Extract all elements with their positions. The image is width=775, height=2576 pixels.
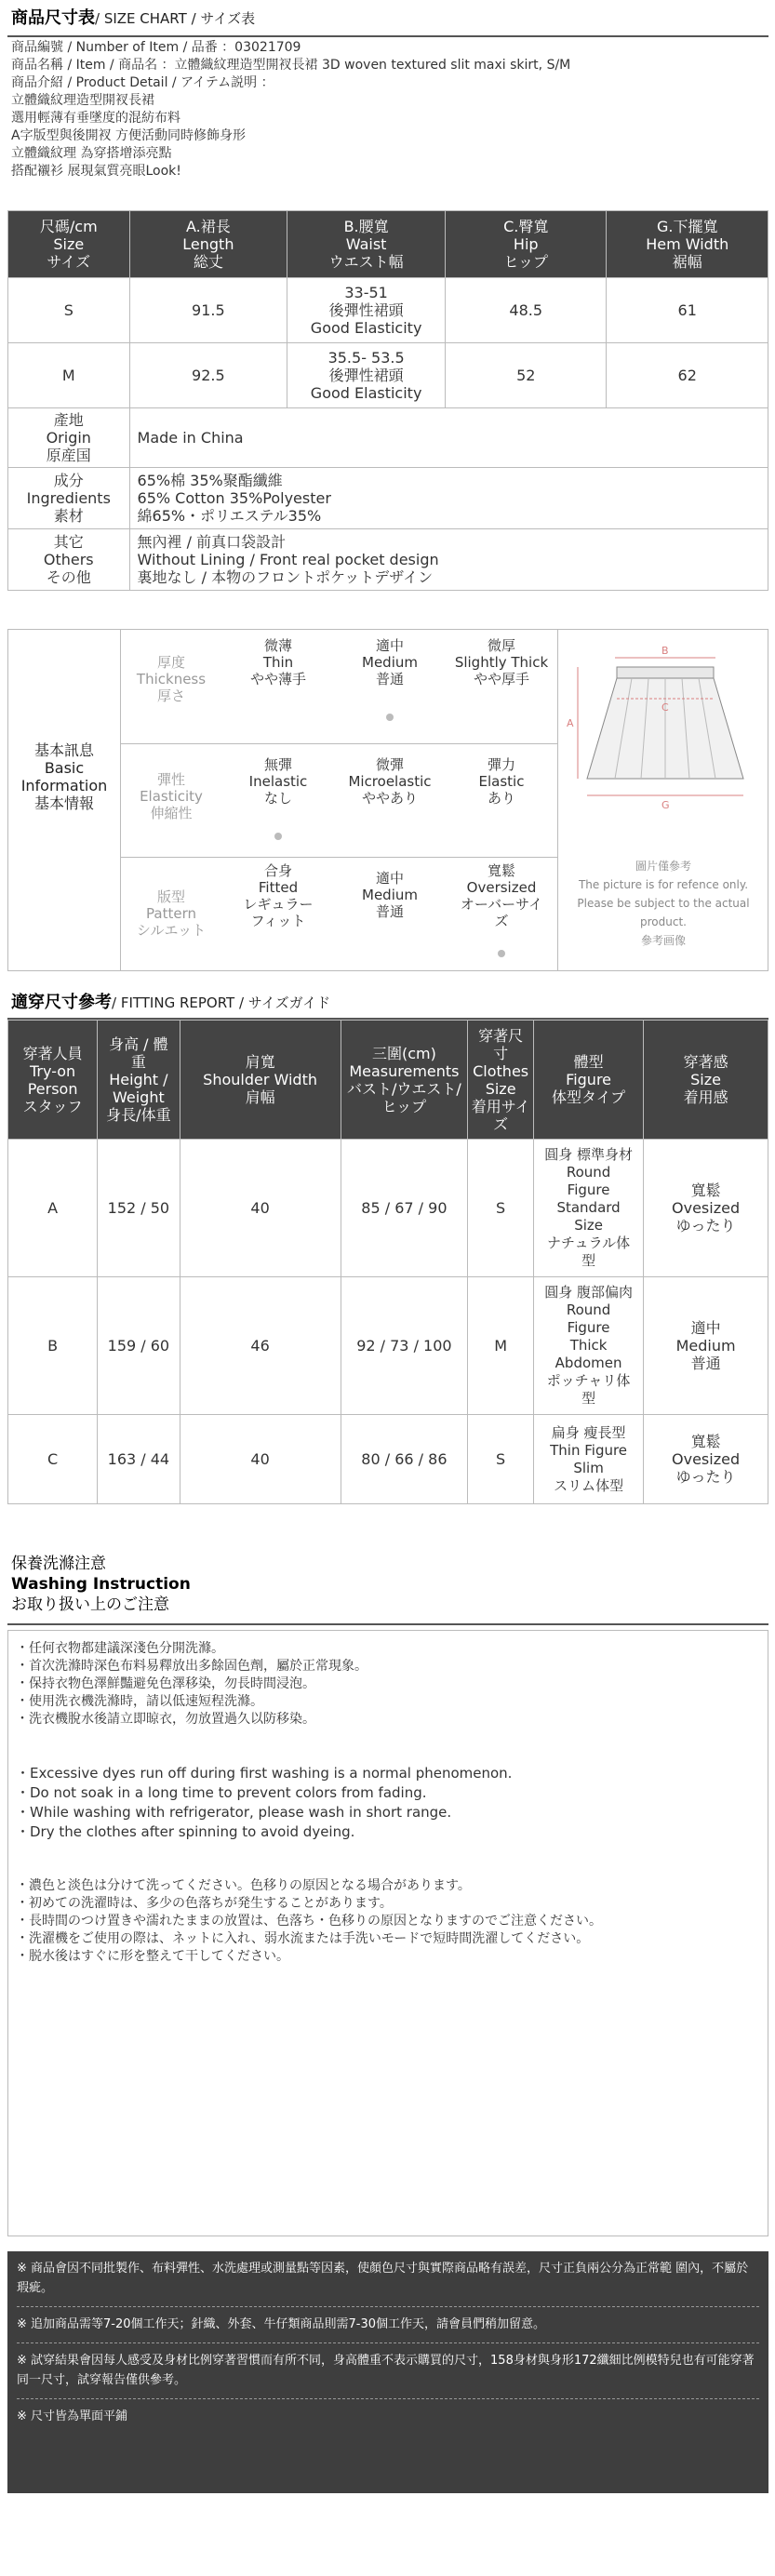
figure-cell: 圓身 標準身材 Round Figure Standard Size ナチュラル体 型 xyxy=(534,1140,644,1277)
basic-info-label: 基本訊息 Basic Information 基本情報 xyxy=(20,741,108,812)
thickness-label: 厚度 Thickness 厚さ xyxy=(136,654,207,704)
hem-cell: 61 xyxy=(607,278,768,343)
feel-cell: 適中 Medium 普通 xyxy=(644,1277,768,1415)
wash-en: ・Excessive dyes run off during first washing is a normal phenomenon. ・Do not soak in a long time to prevent colors from fading. ・While washing with refrigerator, please wash in short range. ・Dry the clothes after spinning to avoid dyeing. xyxy=(16,1765,513,1840)
pattern-option-medium: 適中 Medium 普通 xyxy=(362,870,418,920)
origin-row xyxy=(8,408,768,468)
header-waist: B.腰寬 Waist ウエスト幅 xyxy=(287,211,446,278)
hip-cell: 52 xyxy=(446,343,607,408)
basic-info-box xyxy=(7,629,768,971)
skirt-waistband xyxy=(617,667,714,678)
diagram-label-a: A xyxy=(567,717,574,729)
header-person: 穿著人員 Try-on Person スタッフ xyxy=(8,1021,98,1140)
note: ※ 追加商品需等7-20個工作天；針織、外套、牛仔類商品則需7-30個工作天，請會員們稍加留意。 xyxy=(17,2306,759,2334)
note: ※ 試穿結果會因每人感受及身材比例穿著習慣而有所不同，身高體重不表示購買的尺寸，158身材與身形172纖細比例模特兒也有可能穿著同一尺寸，試穿報告僅供參考。 xyxy=(17,2342,759,2390)
info-line: 立體織紋理造型開衩長裙 xyxy=(11,93,154,108)
selected-dot xyxy=(274,833,282,840)
size-cell: M xyxy=(468,1277,534,1415)
meas-cell: 85 / 67 / 90 xyxy=(341,1140,468,1277)
fitting-heading xyxy=(0,986,330,1020)
header-size: 尺碼/cm Size サイズ xyxy=(8,211,130,278)
size-chart-heading xyxy=(0,2,255,35)
header-measurements: 三圍(cm) Measurements バスト/ウエスト/ヒップ xyxy=(341,1021,468,1140)
elasticity-option-micro: 微彈 Microelastic ややあり xyxy=(348,756,432,807)
selected-dot xyxy=(498,950,505,957)
waist-cell: 33-51 後彈性裙頭 Good Elasticity xyxy=(287,278,446,343)
shoulder-cell: 40 xyxy=(180,1140,341,1277)
origin-label: 產地 Origin 原産国 xyxy=(8,408,130,468)
length-cell: 91.5 xyxy=(129,278,287,343)
feel-cell: 寬鬆 Ovesized ゆったり xyxy=(644,1415,768,1504)
header-height-weight: 身高 / 體 重 Height / Weight 身長/体重 xyxy=(98,1021,180,1140)
meas-cell: 80 / 66 / 86 xyxy=(341,1415,468,1504)
info-line: 搭配襯衫 展現氣質亮眼Look! xyxy=(11,164,181,179)
header-length: A.裙長 Length 総丈 xyxy=(129,211,287,278)
hem-cell: 62 xyxy=(607,343,768,408)
shoulder-cell: 40 xyxy=(180,1415,341,1504)
size-row xyxy=(8,278,768,343)
header-hip: C.臀寬 Hip ヒップ xyxy=(446,211,607,278)
size-table-header xyxy=(8,211,768,278)
skirt-diagram xyxy=(559,639,769,862)
length-cell: 92.5 xyxy=(129,343,287,408)
elasticity-option-elastic: 彈力 Elastic あり xyxy=(478,756,525,807)
fitting-row xyxy=(8,1277,768,1415)
pattern-label: 版型 Pattern シルエット xyxy=(136,888,207,939)
elasticity-option-inelastic: 無彈 Inelastic なし xyxy=(248,756,308,807)
fitting-subtitle: / FITTING REPORT / サイズガイド xyxy=(112,994,331,1011)
washing-box xyxy=(7,1630,768,2236)
header-hem: G.下擺寬 Hem Width 裾幅 xyxy=(607,211,768,278)
hip-cell: 48.5 xyxy=(446,278,607,343)
header-clothes-size: 穿著尺 寸 Clothes Size 着用サイ ズ xyxy=(468,1021,534,1140)
info-line: 商品介紹 / Product Detail / アイテム説明 ： xyxy=(11,75,274,90)
ingredients-value: 65%棉 35%聚酯纖維 65% Cotton 35%Polyester 綿65%・ポリエステル35% xyxy=(129,468,768,529)
washing-title-en: Washing Instruction xyxy=(11,1575,191,1594)
divider xyxy=(7,1623,768,1625)
diagram-label-b: B xyxy=(661,645,669,657)
washing-title-zh: 保養洗滌注意 xyxy=(11,1555,106,1573)
header-figure: 體型 Figure 体型タイプ xyxy=(534,1021,644,1140)
size-chart-title: 商品尺寸表 xyxy=(11,8,95,28)
hw-cell: 159 / 60 xyxy=(98,1277,180,1415)
info-line: 立體織紋理 為穿搭增添亮點 xyxy=(11,146,172,161)
fitting-row xyxy=(8,1415,768,1504)
thickness-option-thin: 微薄 Thin やや薄手 xyxy=(249,637,306,687)
fitting-title: 適穿尺寸參考 xyxy=(11,993,112,1012)
size-cell: S xyxy=(468,1415,534,1504)
selected-dot xyxy=(386,714,394,721)
origin-value: Made in China xyxy=(129,408,768,468)
waist-cell: 35.5- 53.5 後彈性裙頭 Good Elasticity xyxy=(287,343,446,408)
size-row xyxy=(8,343,768,408)
hw-cell: 152 / 50 xyxy=(98,1140,180,1277)
ingredients-row xyxy=(8,468,768,529)
others-value: 無內裡 / 前真口袋設計 Without Lining / Front real pocket design 裏地なし / 本物のフロントポケットデザイン xyxy=(129,529,768,591)
shoulder-cell: 46 xyxy=(180,1277,341,1415)
diagram-label-g: G xyxy=(661,799,670,811)
header-shoulder: 肩寬 Shoulder Width 肩幅 xyxy=(180,1021,341,1140)
wash-ja: ・濃色と淡色は分けて洗ってください。色移りの原因となる場合があります。 ・初めての洗濯時は、多少の色落ちが発生することがあります。 ・長時間のつけ置きや濡れたままの放置は、色落ち・色移りの原因となりますのでご注意ください。 ・洗濯機をご使用の際は、ネットに入れ、弱水流または手洗いモードで短時間洗濯してください。 ・脱水後はすぐに形を整えて干してください。 xyxy=(16,1878,602,1964)
others-row xyxy=(8,529,768,591)
others-label: 其它 Others その他 xyxy=(8,529,130,591)
thickness-row xyxy=(120,630,557,743)
meas-cell: 92 / 73 / 100 xyxy=(341,1277,468,1415)
feel-cell: 寬鬆 Ovesized ゆったり xyxy=(644,1140,768,1277)
person-cell: C xyxy=(8,1415,98,1504)
notes-zh xyxy=(7,2251,768,2493)
elasticity-row xyxy=(120,743,557,857)
info-line: A字版型與後開衩 方便活動同時修飾身形 xyxy=(11,128,247,143)
size-table xyxy=(7,210,768,591)
fitting-row xyxy=(8,1140,768,1277)
figure-cell: 扁身 瘦長型 Thin Figure Slim スリム体型 xyxy=(534,1415,644,1504)
size-chart-subtitle: / SIZE CHART / サイズ表 xyxy=(95,10,256,27)
product-info xyxy=(0,39,570,180)
fitting-table xyxy=(7,1020,768,1504)
divider xyxy=(7,35,768,37)
divider xyxy=(557,630,558,970)
thickness-option-medium: 適中 Medium 普通 xyxy=(362,637,418,687)
pattern-option-fitted: 合身 Fitted レギュラー フィット xyxy=(243,862,314,929)
info-line: 選用輕薄有垂墜度的混紡布料 xyxy=(11,111,180,126)
hw-cell: 163 / 44 xyxy=(98,1415,180,1504)
info-line: 商品編號 / Number of Item / 品番 ：03021709 xyxy=(11,40,301,55)
note: ※ 尺寸皆為單面平鋪 xyxy=(17,2398,759,2426)
size-cell: S xyxy=(468,1140,534,1277)
person-cell: A xyxy=(8,1140,98,1277)
info-line: 商品名稱 / Item / 商品名 ：立體織紋理造型開衩長裙 3D woven textured slit maxi skirt, S/M xyxy=(11,58,571,73)
person-cell: B xyxy=(8,1277,98,1415)
size-cell: S xyxy=(8,278,130,343)
washing-heading xyxy=(11,1554,191,1615)
diagram-note: 圖片僅參考 The picture is for refence only. Please be subject to the actual product. 參考画像 xyxy=(577,860,750,947)
fitting-table-header xyxy=(8,1021,768,1140)
note: ※ 商品會因不同批製作、布料彈性、水洗處理或測量點等因素，使顏色尺寸與實際商品略有誤差，尺寸正負兩公分為正常範 圍內，不屬於瑕疵。 xyxy=(17,2262,749,2295)
diagram-label-c: C xyxy=(661,701,669,714)
pattern-row xyxy=(120,857,557,970)
elasticity-label: 彈性 Elasticity 伸縮性 xyxy=(140,771,203,821)
figure-cell: 圓身 腹部偏肉 Round Figure Thick Abdomen ポッチャリ体 型 xyxy=(534,1277,644,1415)
header-feel: 穿著感 Size 着用感 xyxy=(644,1021,768,1140)
washing-title-ja: お取り扱い上のご注意 xyxy=(11,1595,169,1614)
ingredients-label: 成分 Ingredients 素材 xyxy=(8,468,130,529)
wash-zh: ・任何衣物都建議深淺色分開洗滌。 ・首次洗滌時深色布料易釋放出多餘固色劑，屬於正常現象。 ・保持衣物色澤鮮豔避免色澤移染，勿長時間浸泡。 ・使用洗衣機洗滌時，請以低速短程洗滌。 ・洗衣機脫水後請立即晾衣，勿放置過久以防移染。 xyxy=(16,1641,367,1727)
thickness-option-thick: 微厚 Slightly Thick やや厚手 xyxy=(454,637,549,687)
pattern-option-oversized: 寬鬆 Oversized オーバーサイ ズ xyxy=(460,862,543,929)
size-cell: M xyxy=(8,343,130,408)
